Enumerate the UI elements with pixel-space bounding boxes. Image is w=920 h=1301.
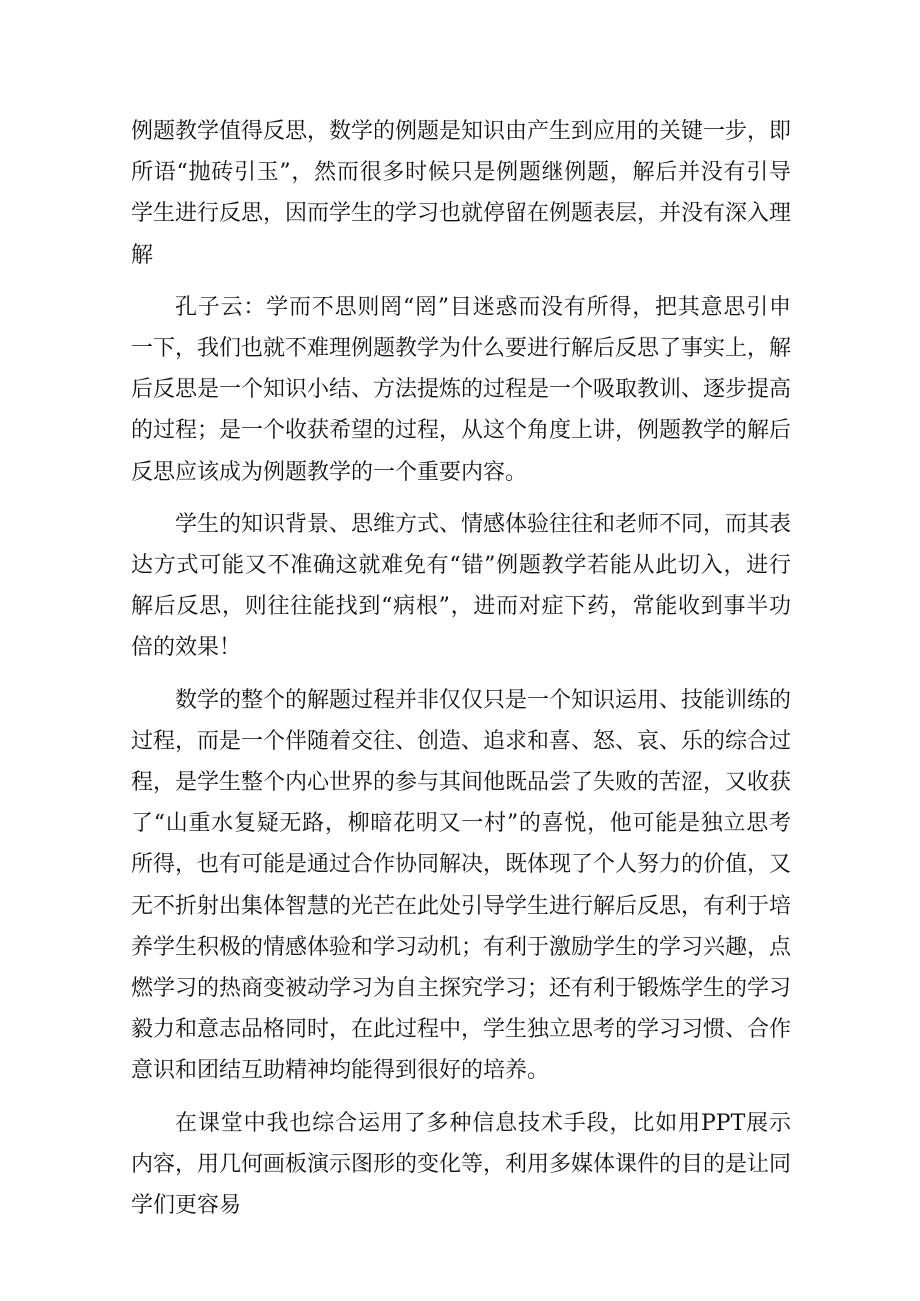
paragraph-4: 数学的整个的解题过程并非仅仅只是一个知识运用、技能训练的过程，而是一个伴随着交往、创造、追求和喜、怒、哀、乐的综合过程，是学生整个内心世界的参与其间他既品尝了失败的苦涩，又收获了“山重水复疑无路，柳暗花明又一村”的喜悦，他可能是独立思考所得，也有可能是通过合作协同解决，既体现了个人努力的价值，又无不折射出集体智慧的光芒在此处引导学生进行解后反思，有利于培养学生积极的情感体验和学习动机；有利于激励学生的学习兴趣，点燃学习的热商变被动学习为自主探究学习；还有利于锻炼学生的学习毅力和意志品格同时，在此过程中，学生独立思考的学习习惯、合作意识和团结互助精神均能得到很好的培养。: [131, 687, 792, 1084]
paragraph-5: 在课堂中我也综合运用了多种信息技术手段，比如用PPT展示内容，用几何画板演示图形的变化等，利用多媒体课件的目的是让同学们更容易: [131, 1110, 792, 1219]
paragraph-2: 孔子云：学而不思则罔“罔”目迷惑而没有所得，把其意思引申一下，我们也就不难理例题教学为什么要进行解后反思了事实上，解后反思是一个知识小结、方法提炼的过程是一个吸取教训、逐步提高的过程；是一个收获希望的过程，从这个角度上讲，例题教学的解后反思应该成为例题教学的一个重要内容。: [131, 294, 792, 485]
paragraph-1: 例题教学值得反思，数学的例题是知识由产生到应用的关键一步，即所语“抛砖引玉”，然而很多时候只是例题继例题，解后并没有引导学生进行反思，因而学生的学习也就停留在例题表层，并没有深入理解: [131, 119, 792, 268]
document-body: [131, 111, 791, 1237]
paragraph-3: 学生的知识背景、思维方式、情感体验往往和老师不同，而其表达方式可能又不准确这就难免有“错”例题教学若能从此切入，进行解后反思，则往往能找到“病根”，进而对症下药，常能收到事半功倍的效果！: [131, 511, 792, 661]
